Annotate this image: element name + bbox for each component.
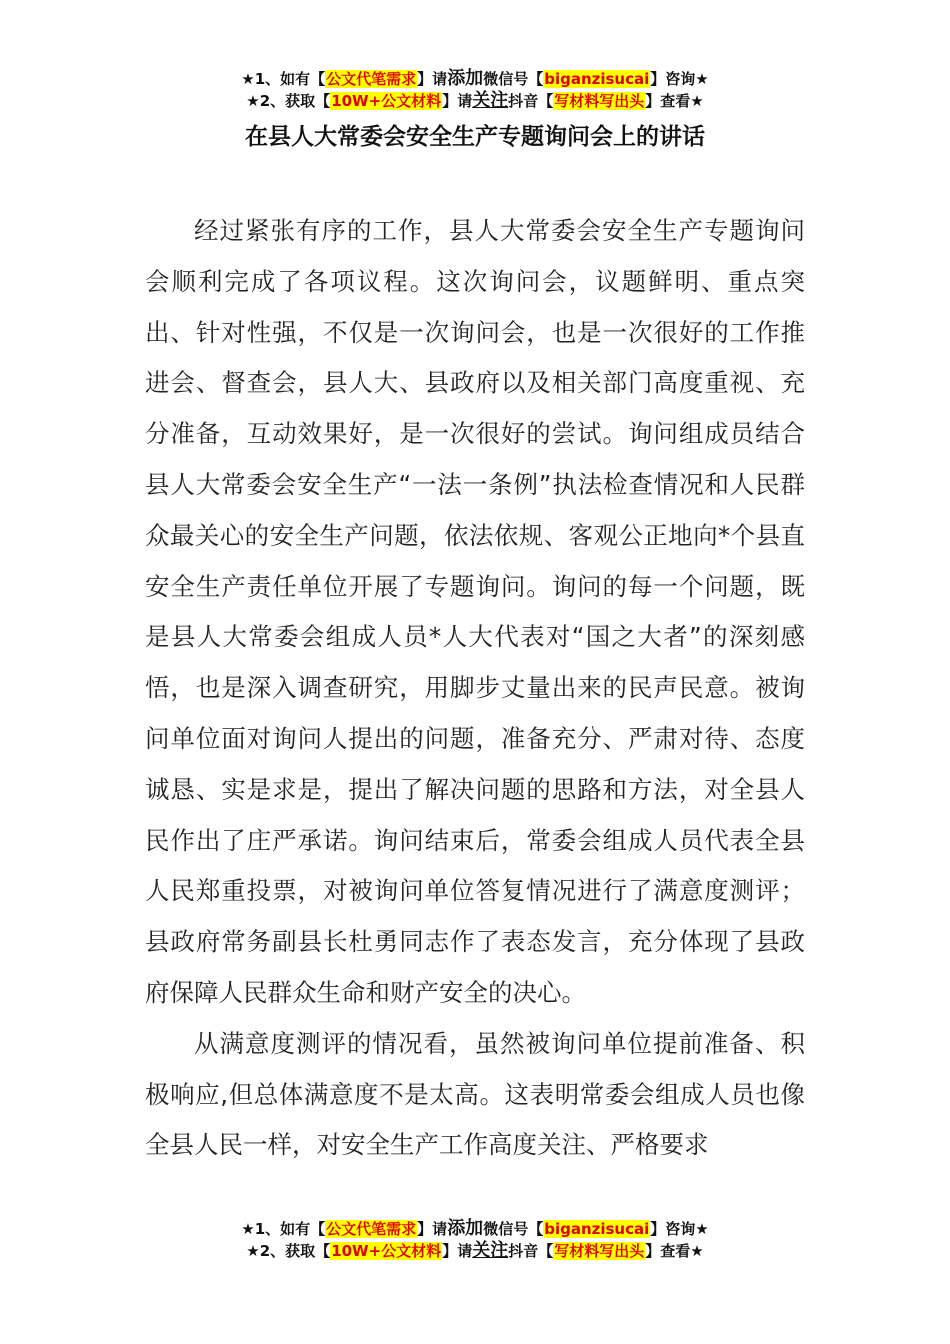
promo-highlight: 公文代笔需求 bbox=[326, 1220, 417, 1238]
promo-highlight: 10W+公文材料 bbox=[331, 1242, 442, 1260]
promo-line-1: ★1、如有【公文代笔需求】请添加微信号【biganzisucai】咨询★ bbox=[241, 68, 709, 89]
promo-highlight: 写材料写出头 bbox=[554, 1242, 645, 1260]
promo-header bbox=[0, 68, 950, 112]
promo-highlight: 公文代笔需求 bbox=[326, 70, 417, 88]
promo-line-2: ★2、获取【10W+公文材料】请关注抖音【写材料写出头】查看★ bbox=[246, 90, 704, 111]
paragraph: 经过紧张有序的工作，县人大常委会安全生产专题询问会顺利完成了各项议程。这次询问会，议题鲜明、重点突出、针对性强，不仅是一次询问会，也是一次很好的工作推进会、督查会，县人大、县政府以及相关部门高度重视、充分准备，互动效果好，是一次很好的尝试。询问组成员结合县人大常委会安全生产“一法一条例”执法检查情况和人民群众最关心的安全生产问题，依法依规、客观公正地向*个县直安全生产责任单位开展了专题询问。询问的每一个问题，既是县人大常委会组成人员*人大代表对“国之大者”的深刻感悟，也是深入调查研究，用脚步丈量出来的民声民意。被询问单位面对询问人提出的问题，准备充分、严肃对待、态度诚恳、实是求是，提出了解决问题的思路和方法，对全县人民作出了庄严承诺。询问结束后，常委会组成人员代表全县人民郑重投票，对被询问单位答复情况进行了满意度测评；县政府常务副县长杜勇同志作了表态发言，充分体现了县政府保障人民群众生命和财产安全的决心。 bbox=[145, 216, 805, 1007]
promo-line-2: ★2、获取【10W+公文材料】请关注抖音【写材料写出头】查看★ bbox=[246, 1240, 704, 1261]
promo-footer bbox=[0, 1218, 950, 1262]
promo-highlight: biganzisucai bbox=[544, 1220, 650, 1238]
paragraph: 从满意度测评的情况看，虽然被询问单位提前准备、积极响应,但总体满意度不是太高。这表明常委会组成人员也像全县人民一样，对安全生产工作高度关注、严格要求 bbox=[145, 1028, 805, 1160]
promo-highlight: 写材料写出头 bbox=[554, 92, 645, 110]
document-title: 在县人大常委会安全生产专题询问会上的讲话 bbox=[245, 124, 705, 150]
promo-highlight: biganzisucai bbox=[544, 70, 650, 88]
promo-line-1: ★1、如有【公文代笔需求】请添加微信号【biganzisucai】咨询★ bbox=[241, 1218, 709, 1239]
document-body bbox=[145, 206, 805, 1171]
promo-highlight: 10W+公文材料 bbox=[331, 92, 442, 110]
